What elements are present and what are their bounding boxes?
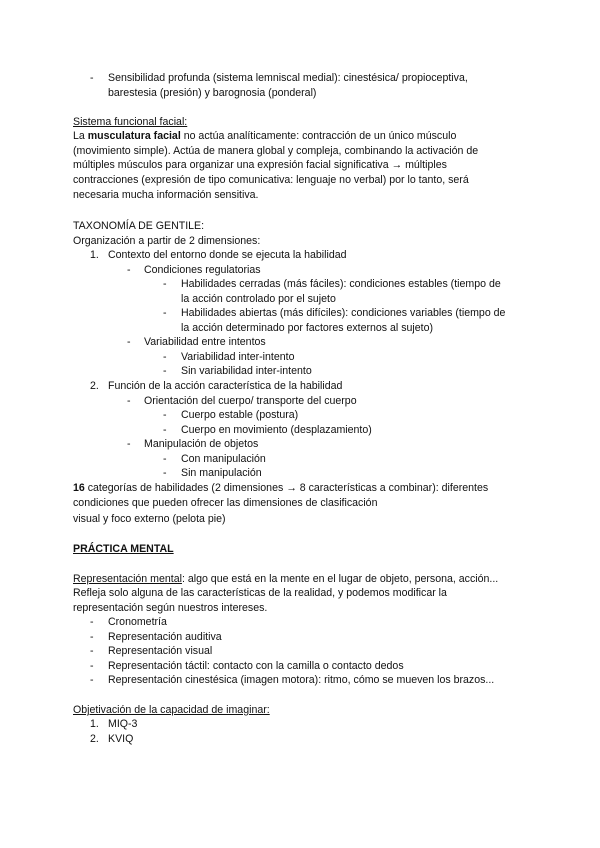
bullet-marker: -	[90, 631, 94, 643]
bullet-marker: -	[90, 645, 94, 657]
bold-term: musculatura facial	[87, 130, 181, 142]
list-item: KVIQ	[108, 733, 134, 745]
list-number: 2.	[90, 380, 99, 392]
bullet-marker: -	[127, 264, 131, 276]
text-line: Sensibilidad profunda (sistema lemniscal medial): cinestésica/ propioceptiva,	[108, 72, 468, 84]
paragraph-line	[73, 481, 488, 495]
paragraph-line	[73, 129, 456, 143]
list-item: Sin variabilidad inter-intento	[181, 365, 312, 377]
list-item: Representación cinestésica (imagen motora): ritmo, cómo se mueven los brazos...	[108, 674, 495, 686]
text-line: Organización a partir de 2 dimensiones:	[73, 235, 261, 247]
bullet-marker: -	[90, 674, 94, 686]
list-item: Manipulación de objetos	[144, 438, 259, 450]
paragraph-line: condiciones que pueden ofrecer las dimensiones de clasificación	[73, 497, 378, 509]
paragraph-line: contracciones (expresión de tipo comunicativa: lenguaje no verbal) por lo tanto, será	[73, 174, 469, 186]
text-line: la acción controlado por el sujeto	[181, 293, 336, 305]
text-run: no actúa analíticamente: contracción de un único músculo	[180, 130, 457, 142]
bullet-marker: -	[163, 409, 167, 421]
bullet-marker: -	[163, 278, 167, 290]
list-item: Orientación del cuerpo/ transporte del cuerpo	[144, 395, 357, 407]
text-line: barestesia (presión) y barognosia (ponderal)	[108, 87, 317, 99]
paragraph-line	[73, 572, 498, 586]
bullet-marker: -	[90, 72, 94, 84]
bullet-marker: -	[127, 438, 131, 450]
bullet-marker: -	[90, 660, 94, 672]
text-run: categorías de habilidades (2 dimensiones → 8 características a combinar): diferentes	[84, 482, 489, 494]
bullet-marker: -	[163, 424, 167, 436]
list-item: Sin manipulación	[181, 467, 262, 479]
paragraph-line: necesaria mucha información sensitiva.	[73, 189, 259, 201]
bullet-marker: -	[163, 467, 167, 479]
list-number: 1.	[90, 718, 99, 730]
list-item: Función de la acción característica de la habilidad	[108, 380, 343, 392]
bullet-marker: -	[127, 336, 131, 348]
list-item: Representación táctil: contacto con la camilla o contacto dedos	[108, 660, 404, 672]
list-number: 1.	[90, 249, 99, 261]
bullet-marker: -	[127, 395, 131, 407]
paragraph-line: representación según nuestros intereses.	[73, 602, 268, 614]
term-label: Representación mental	[73, 573, 182, 585]
text-run: : algo que está en la mente en el lugar de objeto, persona, acción...	[181, 573, 499, 585]
list-number: 2.	[90, 733, 99, 745]
list-item: Cronometría	[108, 616, 167, 628]
text-line: la acción determinado por factores externos al sujeto)	[181, 322, 434, 334]
section-heading: TAXONOMÍA DE GENTILE:	[73, 220, 205, 232]
list-item: Variabilidad inter-intento	[181, 351, 295, 363]
section-heading: Sistema funcional facial:	[73, 116, 188, 128]
paragraph-line: (movimiento simple). Actúa de manera global y compleja, combinando la activación de	[73, 145, 479, 157]
list-item: Variabilidad entre intentos	[144, 336, 266, 348]
bullet-marker: -	[163, 307, 167, 319]
list-item: Con manipulación	[181, 453, 266, 465]
list-item: Cuerpo en movimiento (desplazamiento)	[181, 424, 372, 436]
paragraph-line: Refleja solo alguna de las características de la realidad, y podemos modificar la	[73, 587, 447, 599]
section-heading: Objetivación de la capacidad de imaginar:	[73, 704, 270, 716]
list-item: Condiciones regulatorias	[144, 264, 261, 276]
list-item: Habilidades abiertas (más difíciles): condiciones variables (tiempo de	[181, 307, 506, 319]
bullet-marker: -	[90, 616, 94, 628]
bullet-marker: -	[163, 351, 167, 363]
section-heading: PRÁCTICA MENTAL	[73, 543, 174, 555]
paragraph-line: visual y foco externo (pelota pie)	[73, 513, 226, 525]
list-item: Habilidades cerradas (más fáciles): condiciones estables (tiempo de	[181, 278, 501, 290]
list-item: Representación visual	[108, 645, 213, 657]
bold-term: 16	[73, 482, 85, 494]
list-item: Representación auditiva	[108, 631, 222, 643]
bullet-marker: -	[163, 453, 167, 465]
list-item: Contexto del entorno donde se ejecuta la habilidad	[108, 249, 347, 261]
list-item: MIQ-3	[108, 718, 138, 730]
bullet-marker: -	[163, 365, 167, 377]
list-item: Cuerpo estable (postura)	[181, 409, 299, 421]
paragraph-line: múltiples músculos para organizar una expresión facial significativa → múltiples	[73, 159, 447, 171]
text-run: La	[73, 130, 88, 142]
